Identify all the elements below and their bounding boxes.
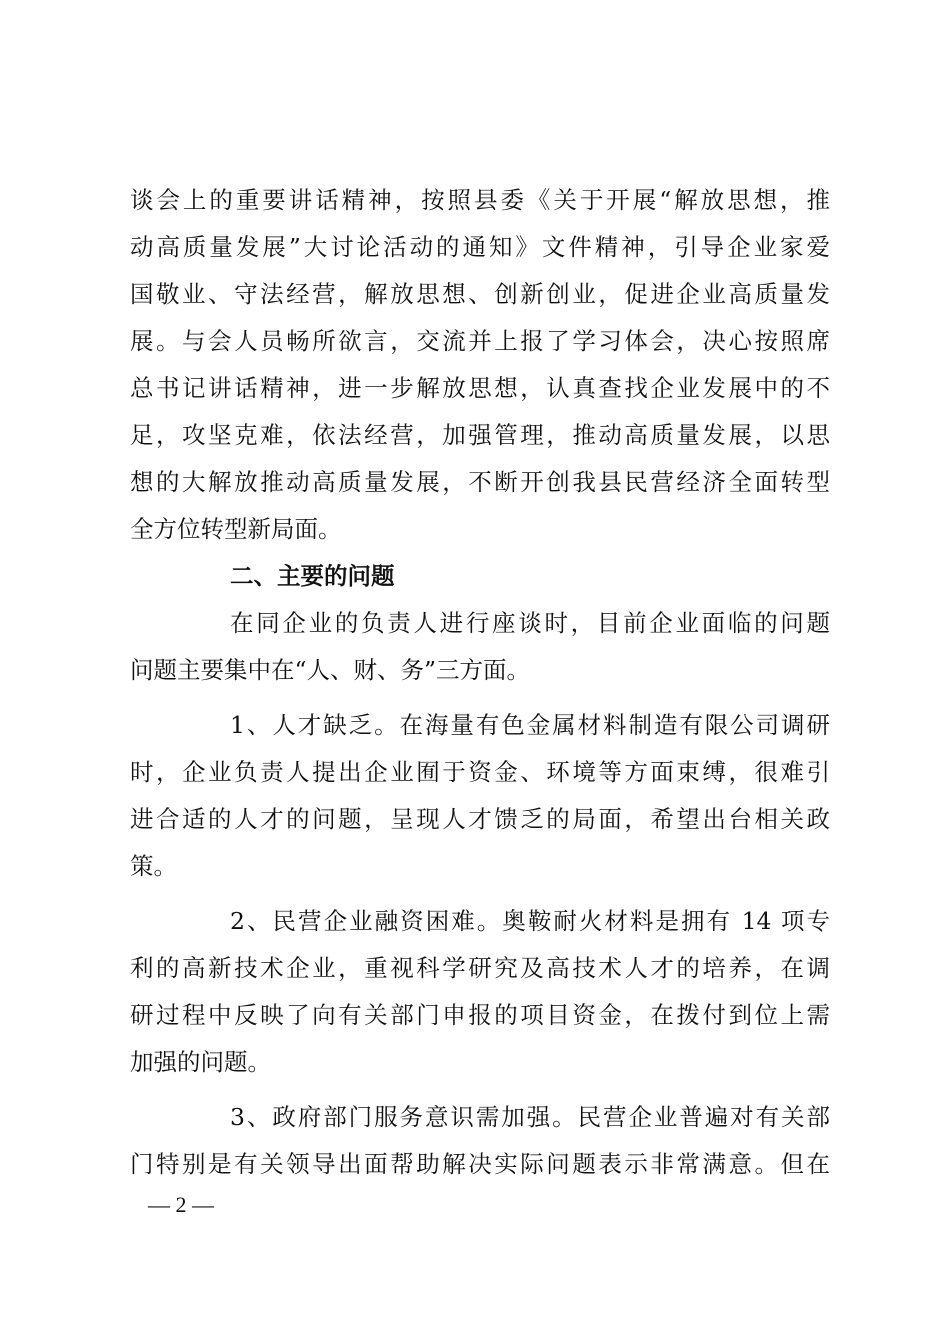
text-line: 时，企业负责人提出企业囿于资金、环境等方面束缚，很难引: [130, 758, 830, 786]
text-line: 利的高新技术企业，重视科学研究及高技术人才的培养，在调: [130, 954, 830, 982]
text-line: 1、人才缺乏。在海量有色金属材料制造有限公司调研: [230, 711, 830, 739]
text-line: 展。与会人员畅所欲言，交流并上报了学习体会，决心按照席: [130, 327, 830, 355]
problem-item-financing: [130, 898, 830, 1086]
section-heading: 二、主要的问题: [230, 562, 395, 590]
continuation-paragraph: [130, 177, 830, 553]
document-body: [130, 177, 830, 1188]
text-line: 研过程中反映了向有关部门申报的项目资金，在拨付到位上需: [130, 1001, 830, 1029]
text-line: 3、政府部门服务意识需加强。民营企业普遍对有关部: [230, 1103, 830, 1131]
intro-paragraph: [130, 600, 830, 694]
text-line: 总书记讲话精神，进一步解放思想，认真查找企业发展中的不: [130, 374, 830, 402]
text-line: 在同企业的负责人进行座谈时，目前企业面临的问题: [230, 609, 830, 637]
text-line: 2、民营企业融资困难。奥鞍耐火材料是拥有 14 项专: [230, 907, 830, 935]
page-number: — 2 —: [148, 1192, 214, 1217]
text-line: 足，攻坚克难，依法经营，加强管理，推动高质量发展，以思: [130, 421, 830, 449]
text-line: 策。: [130, 852, 177, 880]
text-line: 问题主要集中在“人、财、务”三方面。: [130, 656, 531, 684]
text-line: 门特别是有关领导出面帮助解决实际问题表示非常满意。但在: [130, 1150, 830, 1178]
text-line: 谈会上的重要讲话精神，按照县委《关于开展“解放思想，推: [130, 186, 830, 214]
problem-item-talent: [130, 702, 830, 890]
text-line: 进合适的人才的问题，呈现人才馈乏的局面，希望出台相关政: [130, 805, 830, 833]
text-line: 全方位转型新局面。: [130, 515, 342, 543]
text-line: 动高质量发展”大讨论活动的通知》文件精神，引导企业家爱: [130, 233, 830, 261]
text-line: 加强的问题。: [130, 1048, 271, 1076]
text-line: 想的大解放推动高质量发展，不断开创我县民营经济全面转型: [130, 468, 830, 496]
text-line: 国敬业、守法经营，解放思想、创新创业，促进企业高质量发: [130, 280, 830, 308]
problem-item-service: [130, 1094, 830, 1188]
